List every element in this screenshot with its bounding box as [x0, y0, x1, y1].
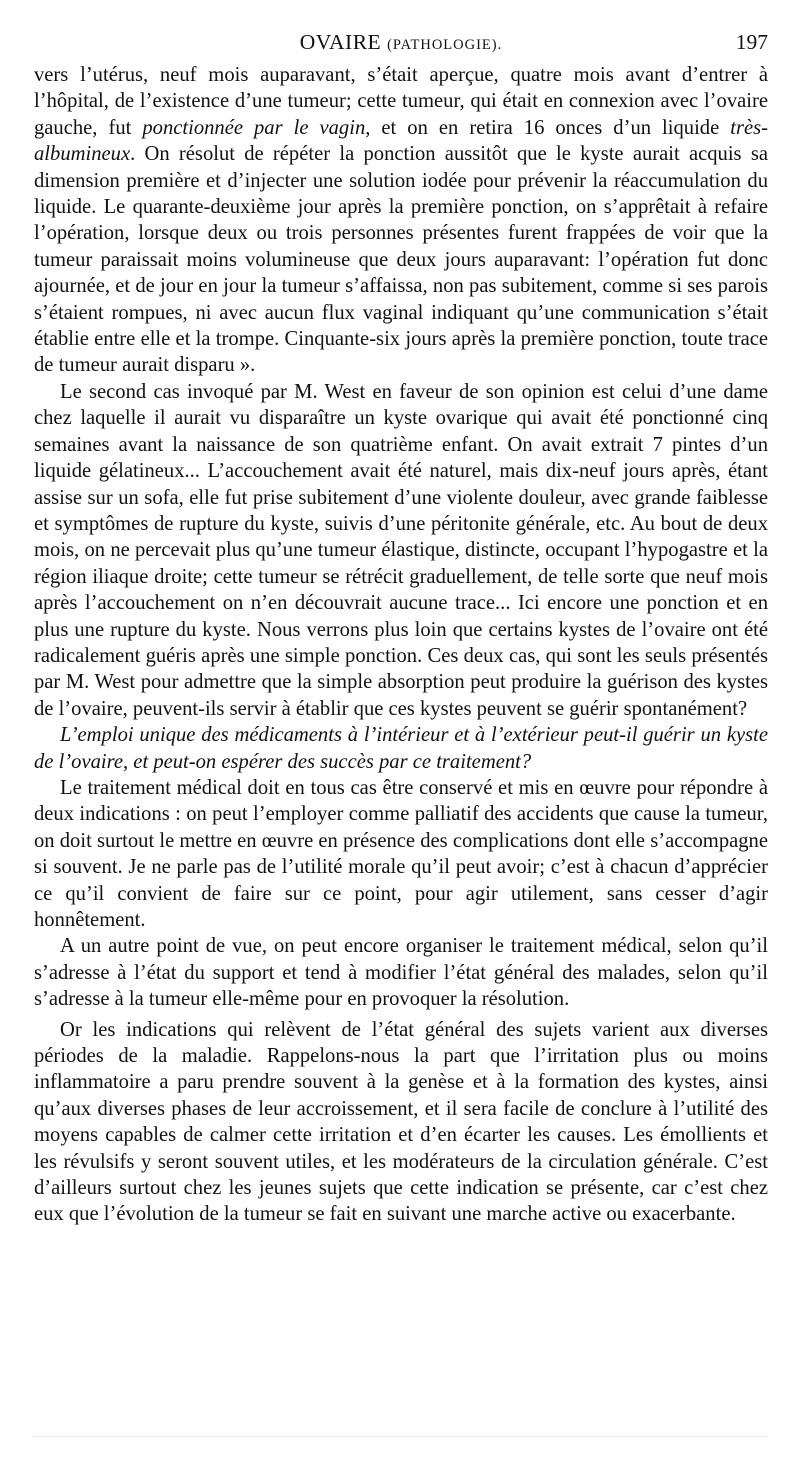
- paragraph-3-italic-question: [34, 722, 768, 775]
- text-run: . On résolut de répéter la ponction aussitôt que le kyste aurait acquis sa dimension première et d’injecter une solution iodée pour prévenir la réaccumulation du liquide. Le quarante-deuxième jour après la première ponction, on s’apprêtait à refaire l’opération, lorsque deux ou trois personnes présentes furent frappées de voir que la tumeur paraissait moins volumineuse que deux jours auparavant: l’opération fut donc ajournée, et de jour en jour la tumeur s’affaissa, non pas subitement, comme si ses parois s’étaient rompues, ni avec aucun flux vaginal indiquant qu’une communication s’était établie entre elle et la trompe. Cinquante-six jours après la première ponction, toute trace de tumeur aurait disparu ».: [34, 143, 768, 377]
- book-page: [34, 0, 768, 1228]
- text-run: Or les indications qui relèvent de l’état général des sujets varient aux diverses périodes de la maladie. Rappelons-nous la part que l’irritation plus ou moins inflammatoire a paru prendre souvent à la genèse et à la formation des kystes, ainsi qu’aux diverses phases de leur accroissement, et il sera facile de conclure à l’utilité des moyens capables de calmer cette irritation et d’en écarter les causes. Les émollients et les révulsifs y seront souvent utiles, et les modérateurs de la circulation générale. C’est d’ailleurs surtout chez les jeunes sujets que cette indication se présente, car c’est chez eux que l’évolution de la tumeur se fait en suivant une marche active ou exacerbante.: [34, 1018, 768, 1226]
- body-text: [34, 62, 768, 1228]
- paragraph-1: [34, 62, 768, 379]
- running-header: [34, 0, 768, 62]
- running-title: [34, 30, 768, 55]
- paragraph-6: [34, 1017, 768, 1228]
- running-title-main: OVAIRE: [299, 30, 382, 54]
- italic-text-run: très-albumineux: [34, 116, 768, 166]
- text-run: Le traitement médical doit en tous cas être conservé et mis en œuvre pour répondre à deux indications : on peut l’employer comme palliatif des accidents que cause la tumeur, on doit surtout le mettre en œuvre en présence des complications dont elle s’accompagne si souvent. Je ne parle pas de l’utilité morale qu’il peut avoir; c’est à chacun d’apprécier ce qu’il convient de faire sur ce point, pour agir utilement, sans cesser d’agir honnêtement.: [34, 776, 768, 931]
- page-number: 197: [735, 30, 768, 54]
- italic-text-run: L’emploi unique des médicaments à l’intérieur et à l’extérieur peut-il guérir un kyste de l’ovaire, et peut-on espérer des succès par ce traitement?: [34, 724, 768, 773]
- page-bottom-marks: [34, 1436, 768, 1443]
- paragraph-2: [34, 379, 768, 722]
- text-run: vers l’utérus, neuf mois auparavant, s’était aperçue, quatre mois avant d’entrer à l’hôpital, de l’existence d’une tumeur; cette tumeur, qui était en connexion avec l’ovaire gauche, fut: [34, 64, 768, 139]
- paragraph-5: [34, 933, 768, 1012]
- running-title-sub: (PATHOLOGIE).: [387, 37, 503, 53]
- text-run: A un autre point de vue, on peut encore organiser le traitement médical, selon qu’il s’adresse à l’état du support et tend à modifier l’état général des malades, selon qu’il s’adresse à la tumeur elle-même pour en provoquer la résolution.: [34, 935, 768, 1011]
- text-run: , et on en retira 16 onces d’un liquide: [365, 116, 731, 139]
- italic-text-run: ponctionnée par le vagin: [142, 116, 366, 139]
- paragraph-4: [34, 775, 768, 933]
- text-run: Le second cas invoqué par M. West en faveur de son opinion est celui d’une dame chez laquelle il aurait vu disparaître un kyste ovarique qui avait été ponctionné cinq semaines avant la naissance de son quatrième enfant. On avait extrait 7 pintes d’un liquide gélatineux... L’accouchement avait été naturel, mais dix-neuf jours après, étant assise sur un sofa, elle fut prise subitement d’une violente douleur, avec grande faiblesse et symptômes de rupture du kyste, suivis d’une péritonite générale, etc. Au bout de deux mois, on ne percevait plus qu’une tumeur élastique, distincte, occupant l’hypogastre et la région iliaque droite; cette tumeur se rétrécit graduellement, de telle sorte que neuf mois après l’accouchement on n’en découvrait aucune trace... Ici encore une ponction et en plus une rupture du kyste. Nous verrons plus loin que certains kystes de l’ovaire ont été radicalement guéris après une simple ponction. Ces deux cas, qui sont les seuls présentés par M. West pour admettre que la simple absorption peut produire la guérison des kystes de l’ovaire, peuvent-ils servir à établir que ces kystes peuvent se guérir spontanément?: [34, 380, 768, 720]
